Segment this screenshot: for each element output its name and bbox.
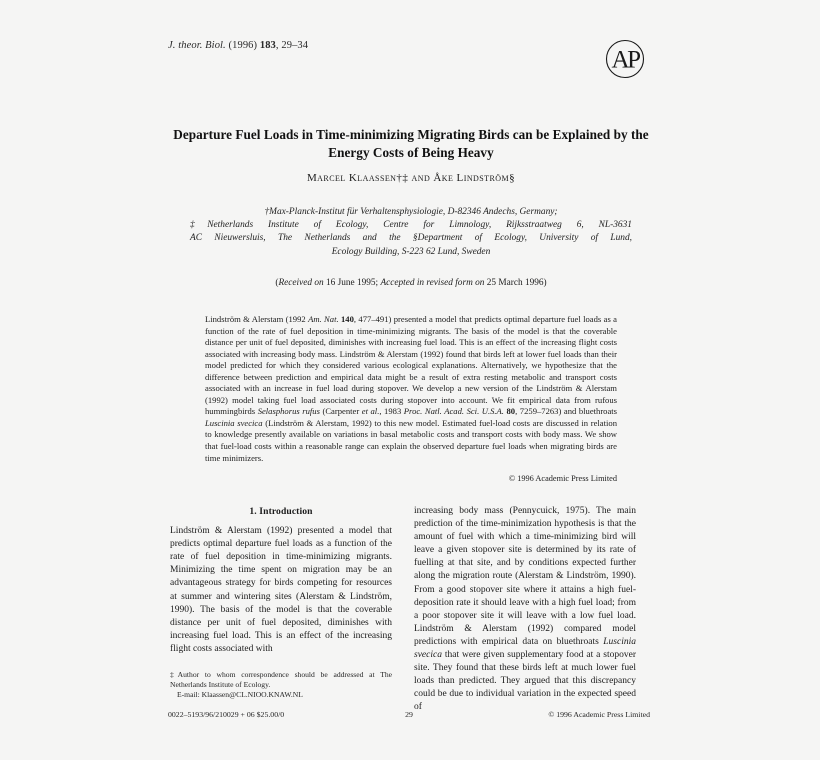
- article-title: [172, 126, 650, 162]
- intro-right-text-1: increasing body mass (Pennycuick, 1975). The main prediction of the time-minimization hypothesis is that the amount of fuel with which a time-minimizing bird will leave a given stopover site is determined by its rate of fuelling at that site, and by conditions expected further along the migration route (Alerstam & Lindström, 1990). From a good stopover site where it attains a high fuel-deposition rate it should leave with a high fuel load; from a poor stopover site it will leave with a low fuel load. Lindström & Alerstam (1992) compared model predictions with empirical data on bluethroats: [414, 506, 636, 647]
- affiliation-line-1: †Max-Planck-Institut für Verhaltensphysiologie, D-82346 Andechs, Germany;: [264, 207, 558, 217]
- abstract-species-selasphorus: Selasphorus rufus: [257, 406, 320, 417]
- abstract-text-3: (Carpenter: [319, 406, 362, 417]
- date-received-value: 16 June 1995;: [325, 278, 379, 288]
- abstract-volume-80: 80: [503, 406, 516, 417]
- abstract-text-1: Lindström & Alerstam (1992: [205, 314, 309, 324]
- abstract-journal-pnas: Proc. Natl. Acad. Sci. U.S.A.: [403, 406, 504, 417]
- svg-text:AP: AP: [611, 46, 639, 74]
- section-heading-introduction: 1. Introduction: [249, 506, 313, 517]
- intro-paragraph-left: Lindström & Alerstam (1992) presented a model that predicts optimal departure fuel loads as a function of the rate of fuel deposition in time-minimizing migrants. Minimizing the time spent on migration may be an advantageous strategy for birds competing for resources at summer and wintering sites (Alerstam & Lindström, 1990). The basis of the model is that the coverable distance per unit of fuel deposited, diminishes with increasing fuel load. This is an effect of the increasing flight costs associated with: [170, 526, 392, 654]
- article-title-line-2: the Energy Costs of Being Heavy: [328, 127, 649, 160]
- received-accepted-dates: (Received on 16 June 1995; Accepted in revised form on 25 March 1996): [275, 278, 547, 288]
- article-authors: Marcel Klaassen†‡ and Åke Lindström§: [306, 172, 516, 184]
- journal-name: J. theor. Biol.: [168, 40, 226, 51]
- abstract-copyright: © 1996 Academic Press Limited: [508, 474, 617, 484]
- abstract-journal-amnat: Am. Nat.: [308, 314, 339, 324]
- author-affiliations: [190, 206, 632, 259]
- footer-issn-code: 0022–5193/96/210029 + 06 $25.00/0: [168, 710, 285, 719]
- page-footer: [168, 710, 650, 724]
- article-abstract: [205, 314, 617, 485]
- date-accepted-label: Accepted in revised form on: [380, 278, 485, 288]
- footnote-email: E-mail: Klaassen@CL.NIOO.KNAW.NL: [177, 689, 303, 699]
- running-head: [168, 40, 308, 51]
- body-column-right: [414, 505, 636, 715]
- abstract-text-5: , 7259–7263) and bluethroats: [515, 406, 618, 417]
- affiliation-line-3: AC Nieuwersluis, The Netherlands and the §Department of Ecology, University of Lund,: [190, 233, 632, 244]
- abstract-text-6: (Lindström & Alerstam, 1992) to this new model. Estimated fuel-load costs are discussed in relation to knowledge presently available on variations in basal metabolic costs and transport costs with body mass. We show that fuel-load costs within a reasonable range can explain the observed departure fuel loads when migrating birds are time minimizers.: [205, 417, 617, 463]
- affiliation-line-2: ‡Netherlands Institute of Ecology, Centre for Limnology, Rijksstraatweg 6, NL-3631: [190, 220, 632, 231]
- abstract-etal: et al.: [361, 406, 380, 417]
- intro-right-text-2: that were given supplementary food at a stopover site. They found that these birds left at much lower fuel loads than predicted. They argued that this discrepancy could be due to individual variation in the expected speed of: [414, 650, 636, 713]
- journal-pages: , 29–34: [275, 40, 309, 51]
- body-column-left: [170, 505, 392, 656]
- abstract-species-luscinia: Luscinia svecica: [205, 417, 263, 428]
- footer-page-number: 29: [405, 710, 413, 719]
- intro-paragraph-right: [414, 505, 636, 715]
- page-content-area: [168, 0, 652, 760]
- abstract-text-2: , 477–491) presented a model that predicts optimal departure fuel loads as a function of the rate of fuel deposition in time-minimizing migrants. The basis of the model is that the coverable distance per unit of fuel deposited, diminishes with increasing fuel load. This is an effect of the increasing flight costs associated with increasing body mass. Lindström & Alerstam (1992) found that birds left at lower fuel loads than their model predicted for which they considered various ecological explanations. Alternatively, we hypothesize that the difference between prediction and empirical data might be a result of extra resting metabolic and transport costs associated with an increase in fuel load during stopover. We develop a new version of the Lindström & Alerstam (1992) model taking fuel load associated costs during stopover into account. We fit empirical data from rufous hummingbirds: [205, 314, 617, 417]
- journal-year: (1996): [228, 40, 258, 51]
- affiliation-line-4: Ecology Building, S-223 62 Lund, Sweden: [331, 246, 491, 257]
- corresponding-author-footnote: [170, 668, 392, 699]
- footnote-correspondence: ‡Author to whom correspondence should be addressed at The Netherlands Institute of Ecology.: [170, 670, 392, 689]
- article-title-line-1: Departure Fuel Loads in Time-minimizing Migrating Birds can be Explained by: [173, 127, 628, 142]
- footer-copyright: © 1996 Academic Press Limited: [548, 710, 650, 719]
- abstract-volume-140: 140: [338, 314, 354, 324]
- academic-press-logo-icon: [604, 38, 646, 80]
- journal-volume: 183: [259, 40, 276, 51]
- abstract-text-4: , 1983: [379, 406, 404, 417]
- intro-species-luscinia: Luscinia svecica: [414, 636, 636, 661]
- date-received-label: Received on: [278, 278, 324, 288]
- date-accepted-value: 25 March 1996): [486, 278, 547, 288]
